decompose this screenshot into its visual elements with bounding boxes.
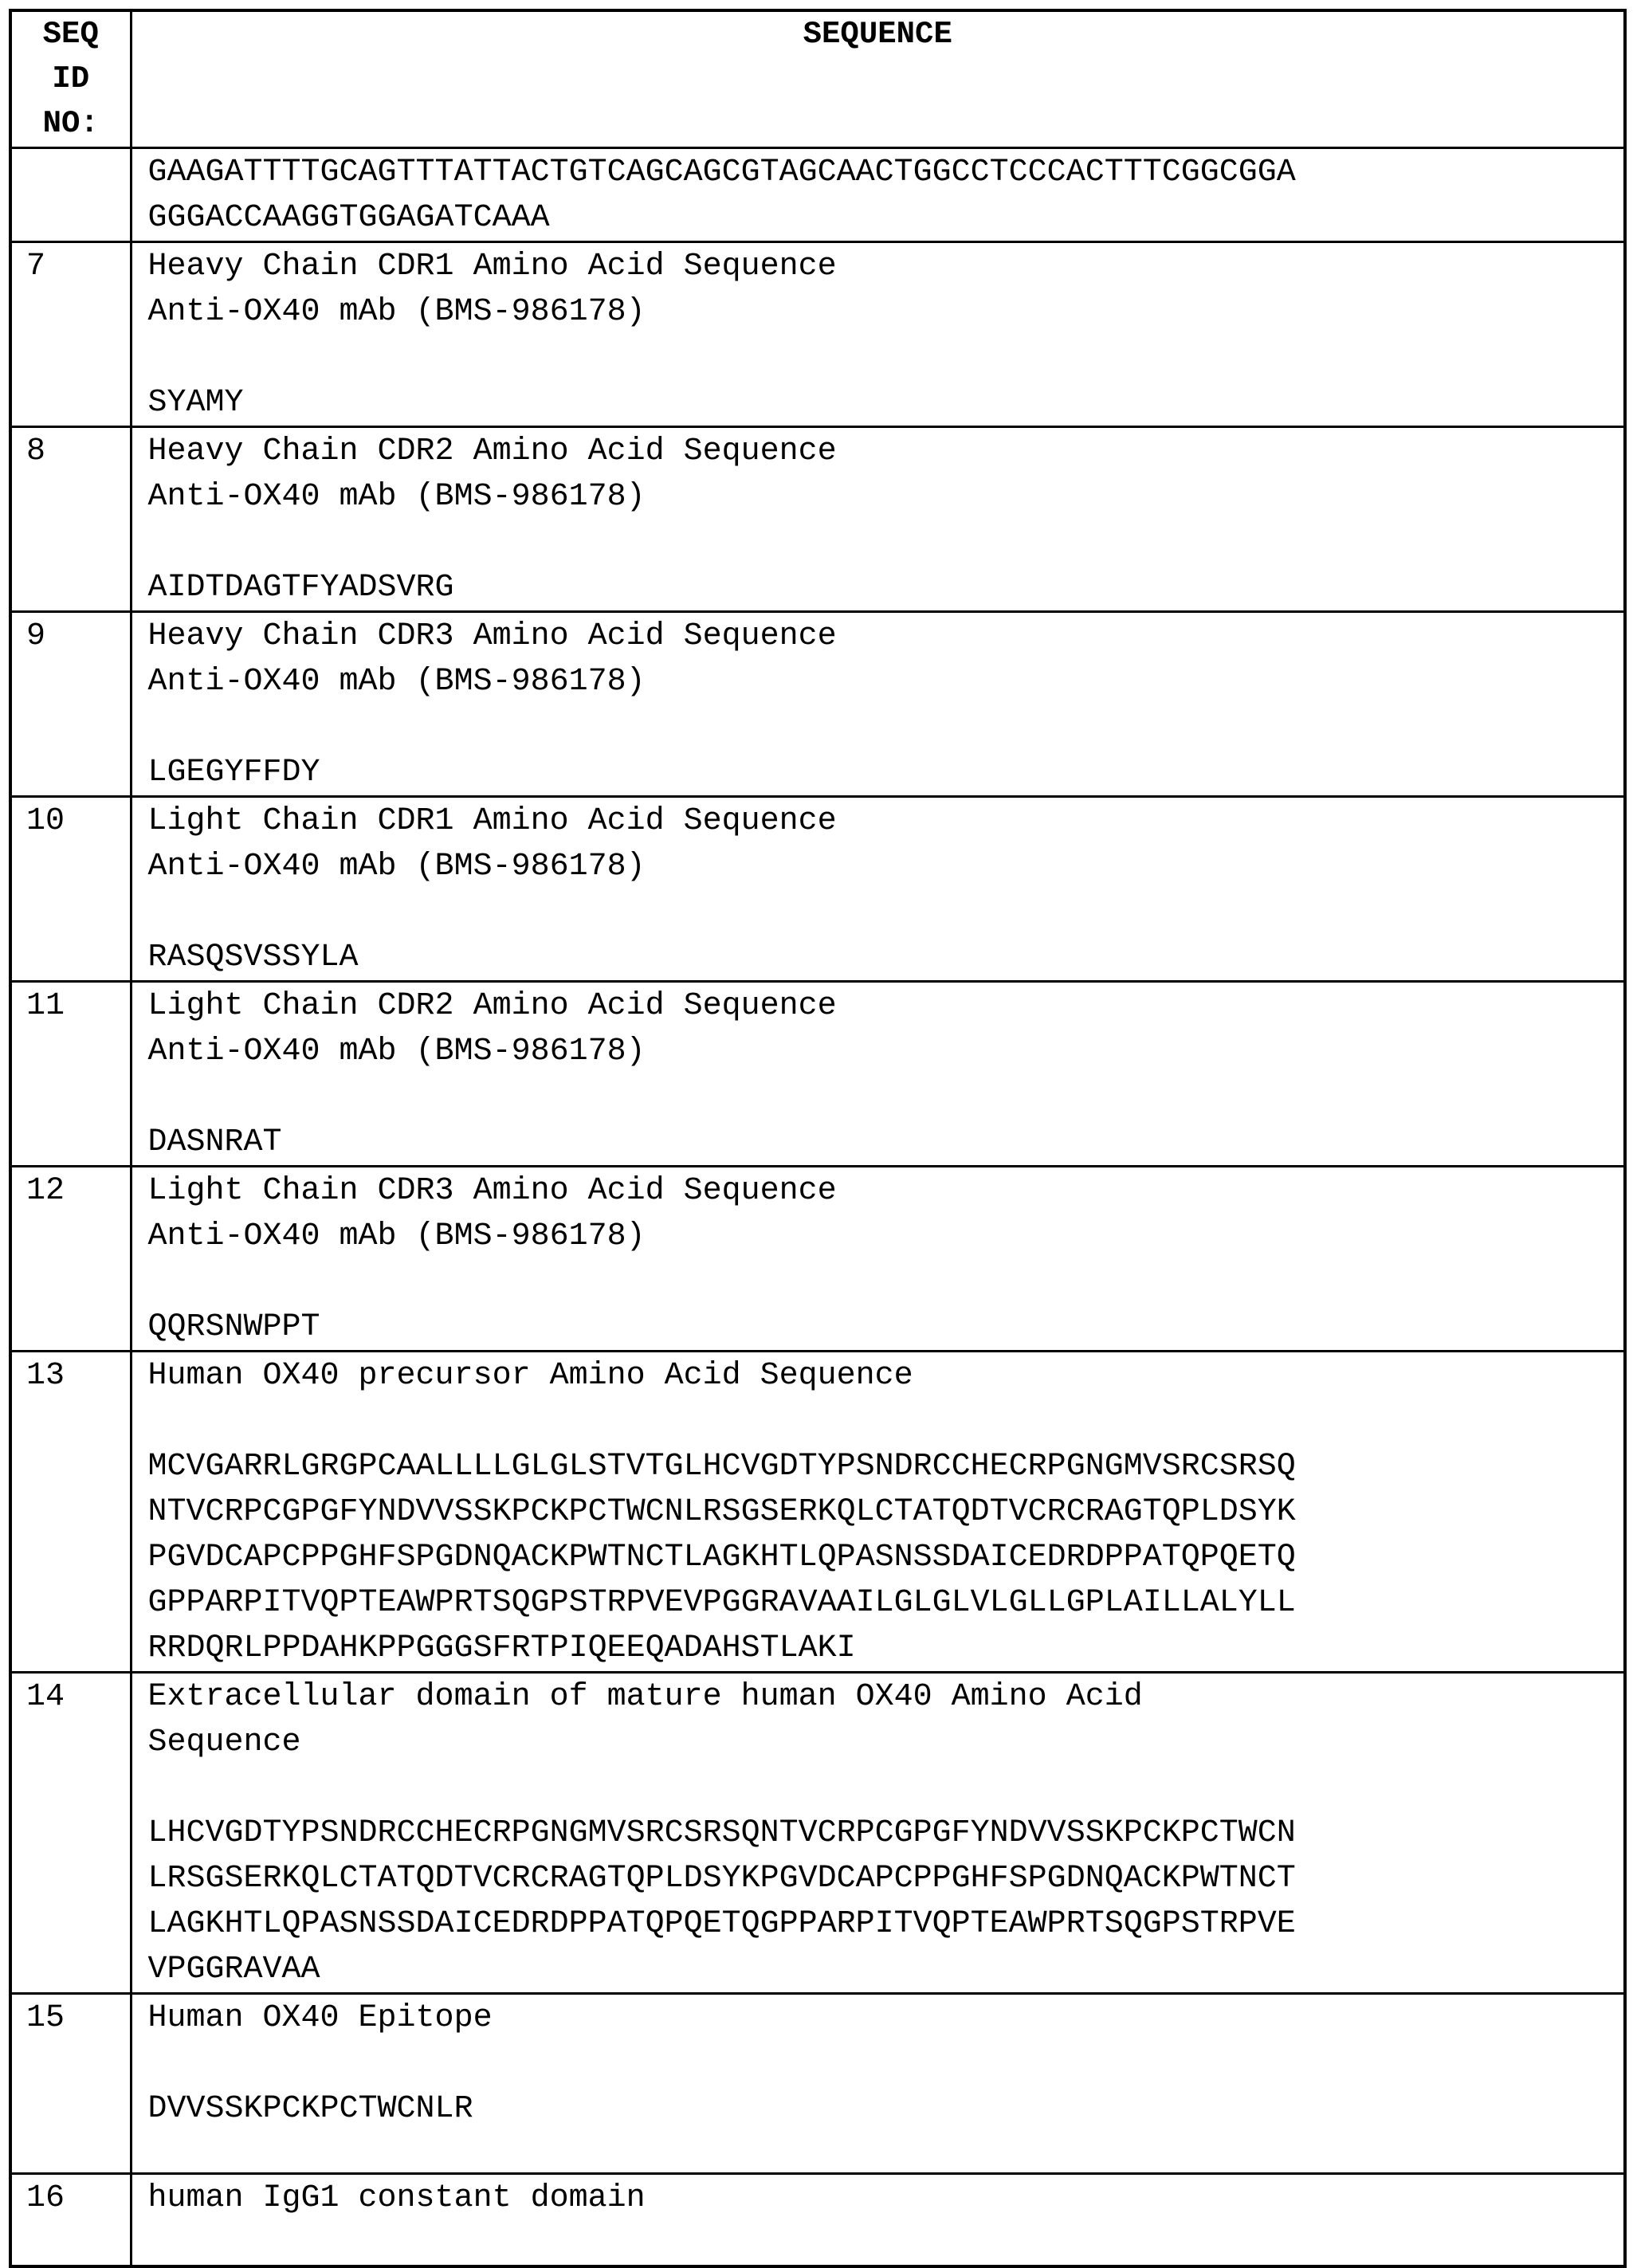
sequence-cell xyxy=(131,1673,1625,1994)
sequence-subtitle: Anti-OX40 mAb (BMS-986178) xyxy=(147,479,646,515)
spacer xyxy=(148,889,1618,935)
sequence-line: RASQSVSSYLA xyxy=(147,940,359,975)
seq-id-cell: 12 xyxy=(10,1167,131,1352)
table-row xyxy=(10,148,1625,242)
table-row xyxy=(10,1994,1625,2174)
seq-id-cell: 7 xyxy=(10,242,131,427)
sequence-subtitle: Anti-OX40 mAb (BMS-986178) xyxy=(147,1218,646,1254)
sequence-cell xyxy=(131,612,1625,797)
seq-id-cell: 16 xyxy=(10,2174,131,2266)
table-row xyxy=(10,612,1625,797)
sequence-line: DVVSSKPCKPCTWCNLR xyxy=(147,2091,473,2127)
seq-id-cell: 9 xyxy=(10,612,131,797)
sequence-subtitle: Anti-OX40 mAb (BMS-986178) xyxy=(147,664,646,700)
sequence-line: QQRSNWPPT xyxy=(147,1309,320,1345)
sequence-title: human IgG1 constant domain xyxy=(147,2180,646,2216)
sequence-line: DASNRAT xyxy=(147,1124,282,1160)
seq-id-cell: 14 xyxy=(10,1673,131,1994)
spacer xyxy=(148,1399,1618,1444)
table-row xyxy=(10,427,1625,612)
table-row xyxy=(10,982,1625,1167)
sequence-title: Heavy Chain CDR1 Amino Acid Sequence xyxy=(147,249,837,284)
spacer xyxy=(148,335,1618,380)
sequence-cell xyxy=(131,242,1625,427)
sequence-line: LHCVGDTYPSNDRCCHECRPGNGMVSRCSRSQNTVCRPCGPGFYNDVVSSKPCKPCTWCN xyxy=(147,1815,1296,1851)
table-row xyxy=(10,797,1625,982)
sequence-cell xyxy=(131,1994,1625,2174)
spacer xyxy=(148,520,1618,565)
table-row xyxy=(10,1673,1625,1994)
sequence-listing-table xyxy=(9,9,1627,2268)
spacer xyxy=(148,2041,1618,2086)
sequence-cell xyxy=(131,982,1625,1167)
sequence-line: LAGKHTLQPASNSSDAICEDRDPPATQPQETQGPPARPITVQPTEAWPRTSQGPSTRPVE xyxy=(147,1906,1296,1942)
spacer xyxy=(148,1765,1618,1811)
sequence-subtitle: Anti-OX40 mAb (BMS-986178) xyxy=(147,294,646,330)
spacer xyxy=(148,1259,1618,1305)
seq-id-cell: 10 xyxy=(10,797,131,982)
sequence-cell xyxy=(131,797,1625,982)
table-body xyxy=(10,148,1625,2266)
sequence-line: LRSGSERKQLCTATQDTVCRCRAGTQPLDSYKPGVDCAPCPPGHFSPGDNQACKPWTNCT xyxy=(147,1861,1296,1897)
sequence-cell xyxy=(131,1352,1625,1673)
column-header-seq-id xyxy=(10,10,131,148)
table-row xyxy=(10,2174,1625,2266)
header-line: NO: xyxy=(42,106,99,141)
sequence-line: LGEGYFFDY xyxy=(147,755,320,791)
table-header-row xyxy=(10,10,1625,148)
table-row xyxy=(10,1352,1625,1673)
spacer xyxy=(148,1074,1618,1120)
sequence-line: VPGGRAVAA xyxy=(147,1952,320,1987)
sequence-line: SYAMY xyxy=(147,385,244,421)
sequence-title: Sequence xyxy=(147,1725,301,1760)
sequence-line: GPPARPITVQPTEAWPRTSQGPSTRPVEVPGGRAVAAILGLGLVLGLLGPLAILLALYLL xyxy=(147,1585,1296,1621)
sequence-title: Human OX40 precursor Amino Acid Sequence xyxy=(147,1358,913,1394)
seq-id-cell: 15 xyxy=(10,1994,131,2174)
sequence-title: Light Chain CDR2 Amino Acid Sequence xyxy=(147,988,837,1024)
sequence-subtitle: Anti-OX40 mAb (BMS-986178) xyxy=(147,849,646,885)
sequence-line: RRDQRLPPDAHKPPGGGSFRTPIQEEQADAHSTLAKI xyxy=(147,1630,856,1666)
header-line: SEQ xyxy=(42,17,99,52)
sequence-title: Heavy Chain CDR2 Amino Acid Sequence xyxy=(147,434,837,469)
sequence-line: AIDTDAGTFYADSVRG xyxy=(147,570,454,606)
sequence-title: Heavy Chain CDR3 Amino Acid Sequence xyxy=(147,618,837,654)
sequence-cell xyxy=(131,427,1625,612)
sequence-cell xyxy=(131,1167,1625,1352)
sequence-subtitle: Anti-OX40 mAb (BMS-986178) xyxy=(147,1034,646,1069)
seq-id-cell: 8 xyxy=(10,427,131,612)
sequence-line: GGGACCAAGGTGGAGATCAAA xyxy=(147,200,550,236)
sequence-line: GAAGATTTTGCAGTTTATTACTGTCAGCAGCGTAGCAACTGGCCTCCCACTTTCGGCGGA xyxy=(147,155,1296,190)
sequence-line: MCVGARRLGRGPCAALLLLGLGLSTVTGLHCVGDTYPSNDRCCHECRPGNGMVSRCSRSQ xyxy=(147,1449,1296,1485)
spacer xyxy=(148,704,1618,750)
sequence-title: Light Chain CDR1 Amino Acid Sequence xyxy=(147,803,837,839)
seq-id-cell xyxy=(10,148,131,242)
table-row xyxy=(10,1167,1625,1352)
sequence-title: Extracellular domain of mature human OX40 Amino Acid xyxy=(147,1679,1143,1715)
seq-id-cell: 13 xyxy=(10,1352,131,1673)
column-header-sequence: SEQUENCE xyxy=(131,10,1625,148)
sequence-line: NTVCRPCGPGFYNDVVSSKPCKPCTWCNLRSGSERKQLCTATQDTVCRCRAGTQPLDSYK xyxy=(147,1494,1296,1530)
sequence-title: Light Chain CDR3 Amino Acid Sequence xyxy=(147,1173,837,1209)
sequence-title: Human OX40 Epitope xyxy=(147,2000,493,2036)
sequence-cell xyxy=(131,2174,1625,2266)
sequence-line: PGVDCAPCPPGHFSPGDNQACKPWTNCTLAGKHTLQPASNSSDAICEDRDPPATQPQETQ xyxy=(147,1540,1296,1575)
seq-id-cell: 11 xyxy=(10,982,131,1167)
sequence-cell xyxy=(131,148,1625,242)
table-row xyxy=(10,242,1625,427)
header-line: ID xyxy=(52,61,90,96)
